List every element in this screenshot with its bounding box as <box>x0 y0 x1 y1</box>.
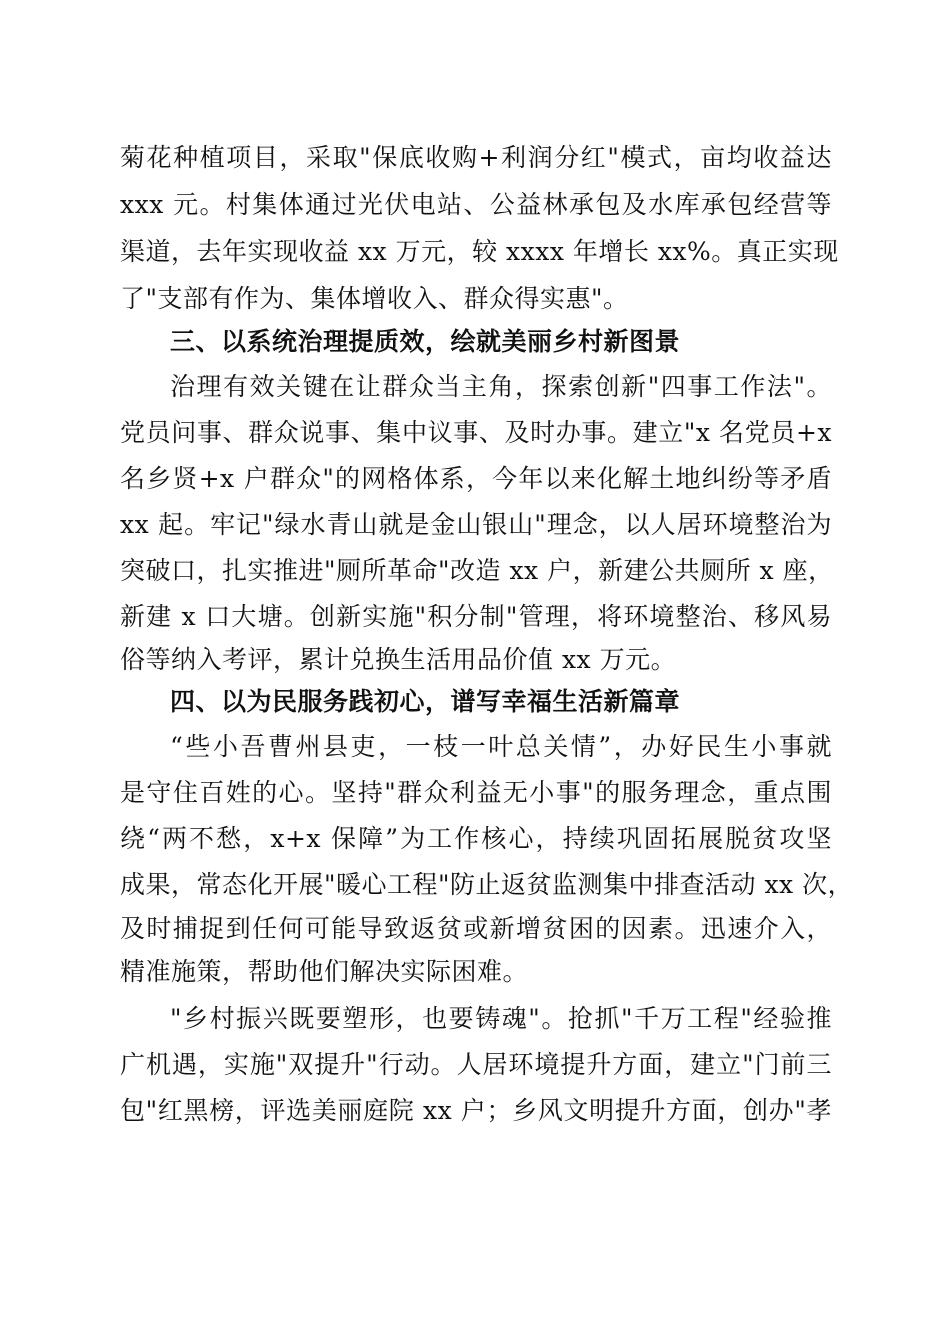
paragraph-line: 新建 x 口大塘。创新实施"积分制"管理，将环境整治、移风易 <box>120 602 832 631</box>
section-heading-3: 三、以系统治理提质效，绘就美丽乡村新图景 <box>170 327 681 356</box>
paragraph-line: xx 起。牢记"绿水青山就是金山银山"理念，以人居环境整治为 <box>120 510 832 539</box>
paragraph-line: 精准施策，帮助他们解决实际困难。 <box>120 957 529 986</box>
paragraph-line: 治理有效关键在让群众当主角，探索创新"四事工作法"。 <box>170 372 832 401</box>
paragraph-line: 党员问事、群众说事、集中议事、及时办事。建立"x 名党员+x <box>120 418 832 447</box>
paragraph-line: 绕“两不愁，x+x 保障”为工作核心，持续巩固拓展脱贫攻坚 <box>120 824 832 853</box>
paragraph-line: "乡村振兴既要塑形，也要铸魂"。抢抓"千万工程"经验推 <box>170 1004 832 1033</box>
paragraph-line: xxx 元。村集体通过光伏电站、公益林承包及水库承包经营等 <box>120 190 832 219</box>
paragraph-line: 突破口，扎实推进"厕所革命"改造 xx 户，新建公共厕所 x 座， <box>120 556 834 585</box>
paragraph-line: 菊花种植项目，采取"保底收购+利润分红"模式，亩均收益达 <box>120 143 832 172</box>
paragraph-line: 名乡贤+x 户群众"的网格体系，今年以来化解土地纠纷等矛盾 <box>120 464 832 493</box>
paragraph-line: 是守住百姓的心。坚持"群众利益无小事"的服务理念，重点围 <box>120 778 832 807</box>
paragraph-line: 俗等纳入考评，累计兑换生活用品价值 xx 万元。 <box>120 645 677 674</box>
paragraph-line: 了"支部有作为、集体增收入、群众得实惠"。 <box>120 284 629 313</box>
paragraph-line: 及时捕捉到任何可能导致返贫或新增贫困的因素。迅速介入， <box>120 914 832 943</box>
paragraph-line: 渠道，去年实现收益 xx 万元，较 xxxx 年增长 xx%。真正实现 <box>120 237 839 266</box>
paragraph-line: 包"红黑榜，评选美丽庭院 xx 户；乡风文明提升方面，创办"孝 <box>120 1096 832 1125</box>
section-heading-4: 四、以为民服务践初心，谱写幸福生活新篇章 <box>170 687 681 716</box>
paragraph-line: 成果，常态化开展"暖心工程"防止返贫监测集中排查活动 xx 次， <box>120 870 854 899</box>
paragraph-line: 广机遇，实施"双提升"行动。人居环境提升方面，建立"门前三 <box>120 1050 832 1079</box>
paragraph-line: “些小吾曹州县吏，一枝一叶总关情”，办好民生小事就 <box>170 732 832 761</box>
